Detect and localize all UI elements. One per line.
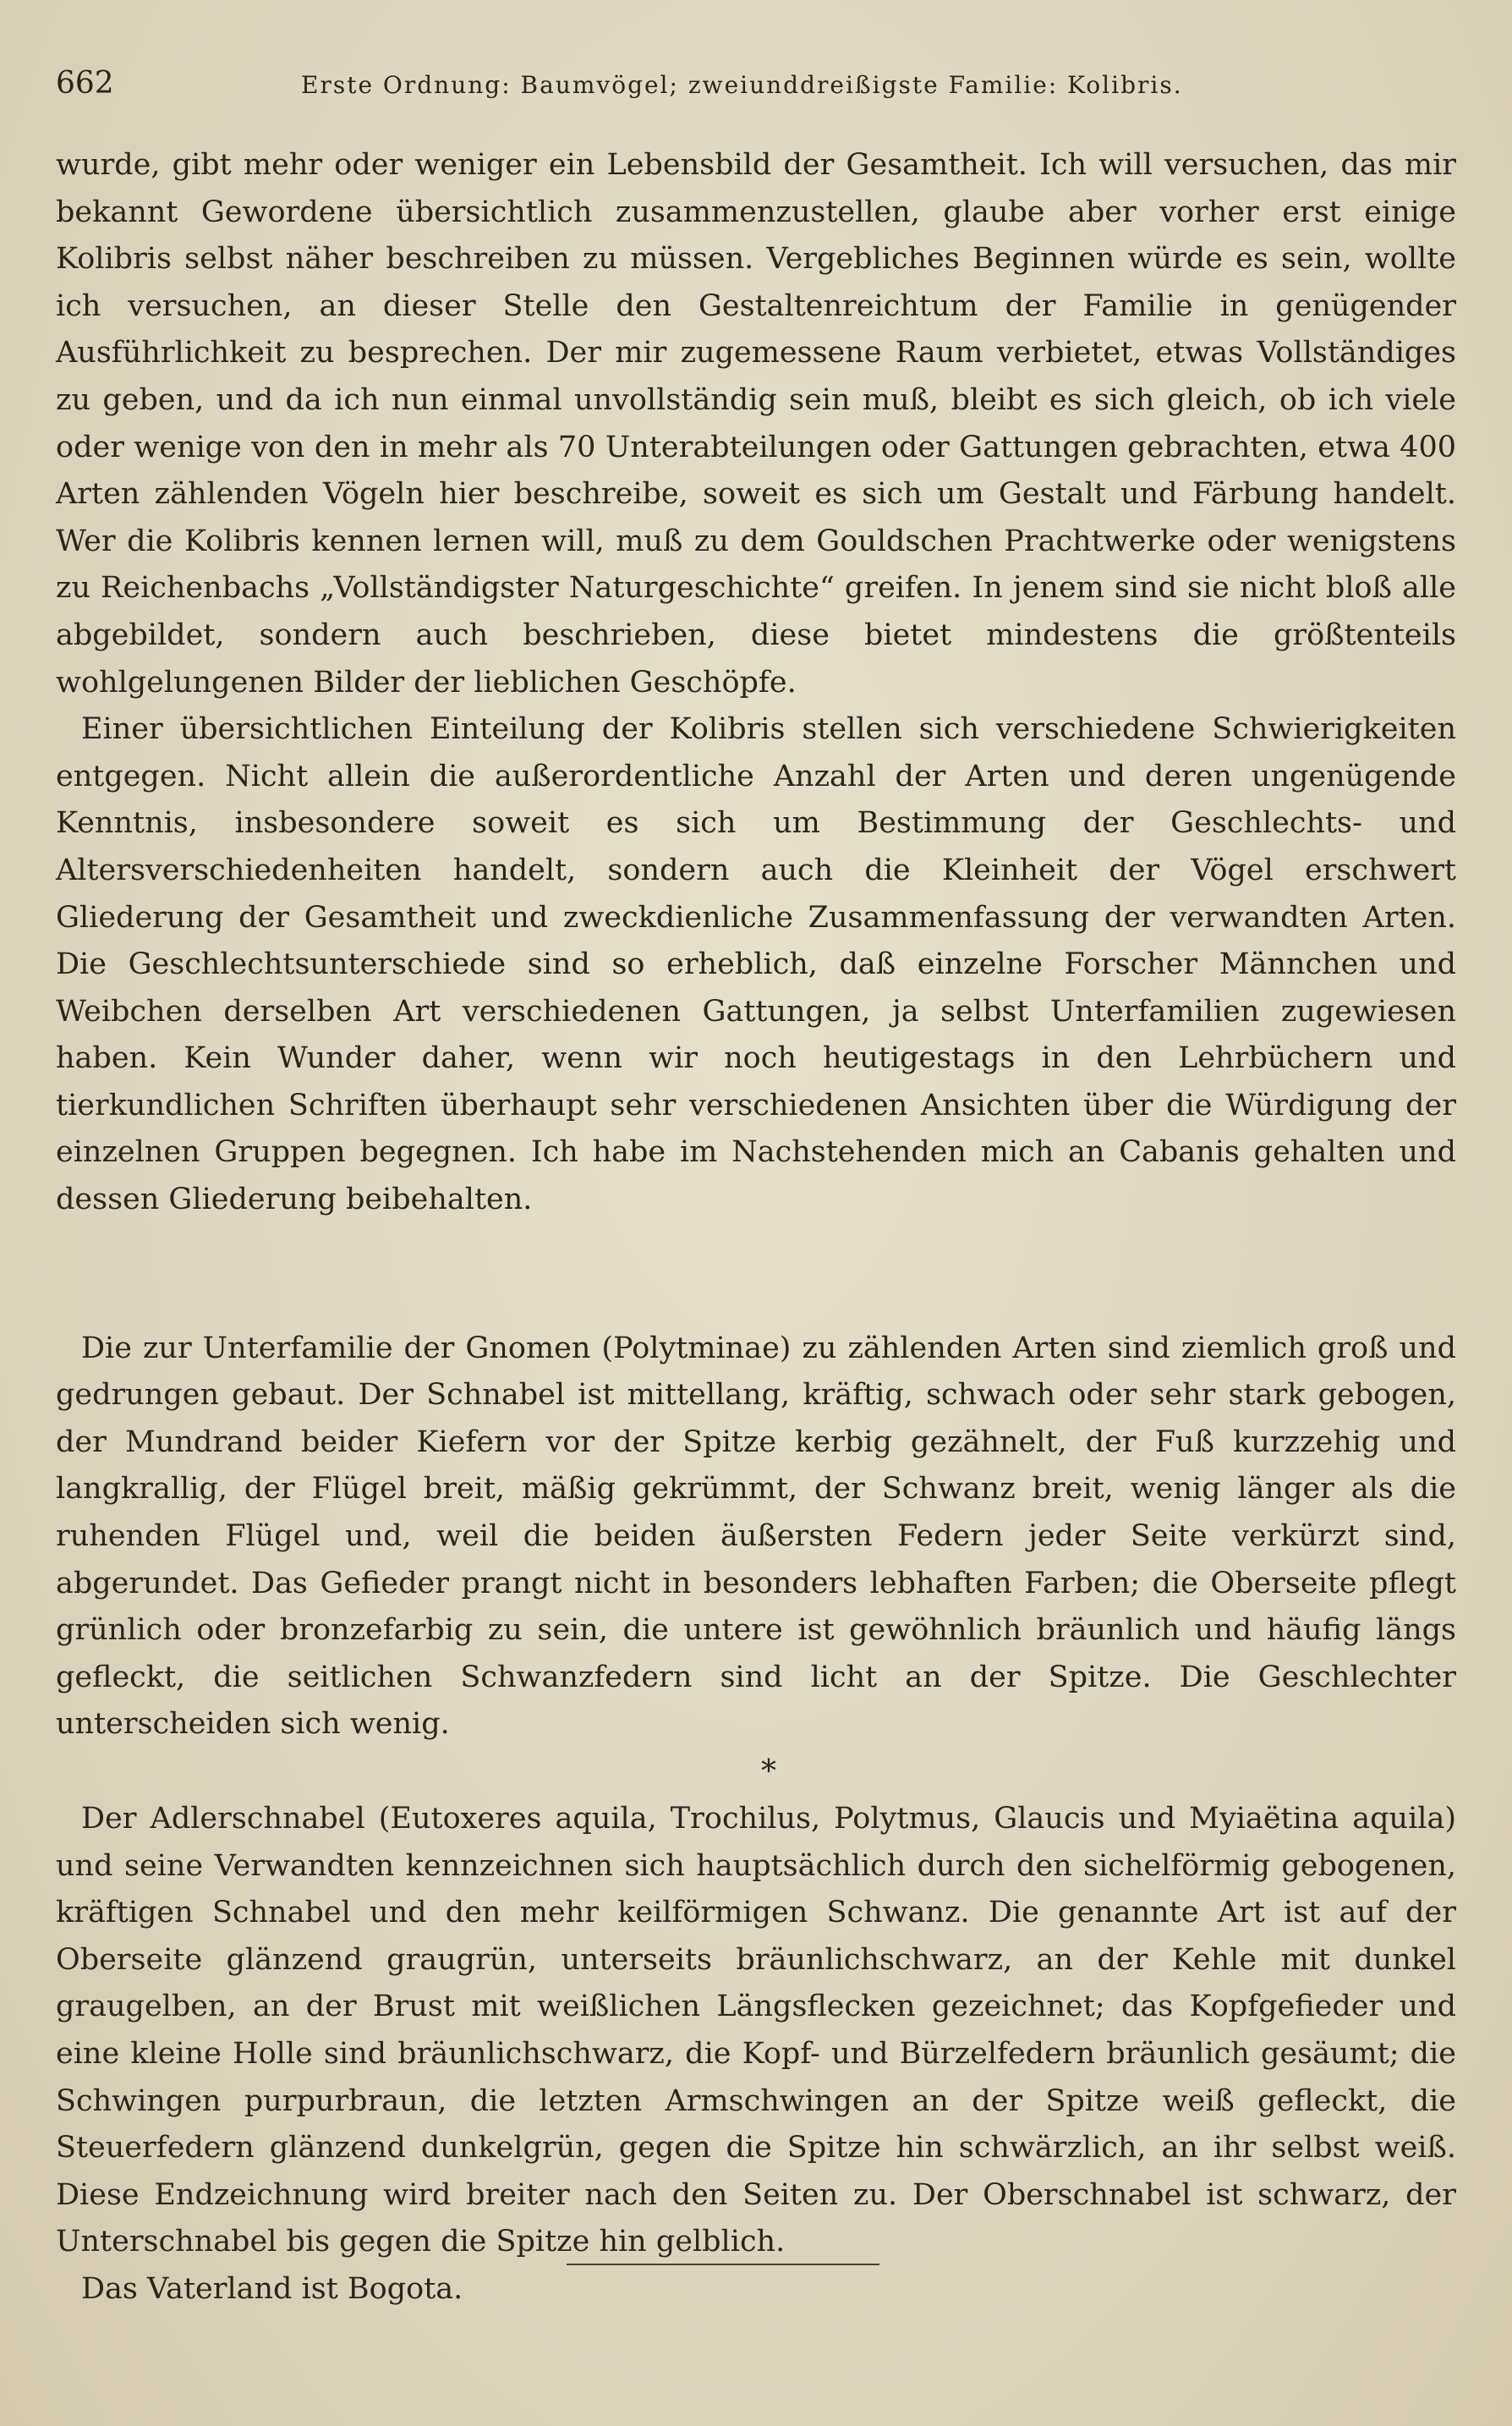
paragraph-vaterland: Das Vaterland ist Bogota. [81, 2271, 463, 2306]
page-number: 662 [56, 66, 114, 101]
running-title: Erste Ordnung: Baumvögel; zweiunddreißigste Familie: Kolibris. [301, 71, 1183, 99]
end-rule-divider [567, 2264, 879, 2265]
paragraph-adlerschnabel: Der Adlerschnabel (Eutoxeres aquila, Trochilus, Polytmus, Glaucis und Myiaëtina aquila) und seine Verwandten kennzeichnen sich hauptsächlich durch den sichelförmig gebogenen, kräftigen Schnabel und den mehr keilförmigen Schwanz. Die genannte Art ist auf der Oberseite glänzend graugrün, unterseits bräunlichschwarz, an der Kehle mit dunkel graugelben, an der Brust mit weißlichen Längsflecken gezeichnet; das Kopfgefieder und eine kleine Holle sind bräunlichschwarz, die Kopf- und Bürzelfedern bräunlich gesäumt; die Schwingen purpurbraun, die letzten Armschwingen an der Spitze weiß gefleckt, die Steuerfedern glänzend dunkelgrün, gegen die Spitze hin schwärzlich, an ihr selbst weiß. Diese Endzeichnung wird breiter nach den Seiten zu. Der Oberschnabel ist schwarz, der Unterschnabel bis gegen die Spitze hin gelblich. [56, 1802, 1456, 2259]
paragraph-gnomen: Die zur Unterfamilie der Gnomen (Polytminae) zu zählenden Arten sind ziemlich groß und gedrungen gebaut. Der Schnabel ist mittellang, kräftig, schwach oder sehr stark gebogen, der Mundrand beider Kiefern vor der Spitze kerbig gezähnelt, der Fuß kurzzehig und langkrallig, der Flügel breit, mäßig gekrümmt, der Schwanz breit, wenig länger als die ruhenden Flügel und, weil die beiden äußersten Federn jeder Seite verkürzt sind, abgerundet. Das Gefieder prangt nicht in besonders lebhaften Farben; die Oberseite pflegt grünlich oder bronzefarbig zu sein, die untere ist gewöhnlich bräunlich und häufig längs gefleckt, die seitlichen Schwanzfedern sind licht an der Spitze. Die Geschlechter unterscheiden sich wenig. [56, 1331, 1456, 1742]
paragraph-intro-continuation: wurde, gibt mehr oder weniger ein Lebensbild der Gesamtheit. Ich will versuchen, das mir bekannt Gewordene übersichtlich zusammenzustellen, glaube aber vorher erst einige Kolibris selbst näher beschreiben zu müssen. Vergebliches Beginnen würde es sein, wollte ich versuchen, an dieser Stelle den Gestaltenreichtum der Familie in genügender Ausführlichkeit zu besprechen. Der mir zugemessene Raum verbietet, etwas Vollständiges zu geben, und da ich nun einmal unvollständig sein muß, bleibt es sich gleich, ob ich viele oder wenige von den in mehr als 70 Unterabteilungen oder Gattungen gebrachten, etwa 400 Arten zählenden Vögeln hier beschreibe, soweit es sich um Gestalt und Färbung handelt. Wer die Kolibris kennen lernen will, muß zu dem Gouldschen Prachtwerke oder wenigstens zu Reichenbachs „Vollständigster Naturgeschichte“ greifen. In jenem sind sie nicht bloß alle abgebildet, sondern auch beschrieben, diese bietet mindestens die größtenteils wohlgelungenen Bilder der lieblichen Geschöpfe. [56, 148, 1456, 700]
paragraph-classification: Einer übersichtlichen Einteilung der Kolibris stellen sich verschiedene Schwierigkeiten entgegen. Nicht allein die außerordentliche Anzahl der Arten und deren ungenügende Kenntnis, insbesondere soweit es sich um Bestimmung der Geschlechts- und Altersverschiedenheiten handelt, sondern auch die Kleinheit der Vögel erschwert Gliederung der Gesamtheit und zweckdienliche Zusammenfassung der verwandten Arten. Die Geschlechtsunterschiede sind so erheblich, daß einzelne Forscher Männchen und Weibchen derselben Art verschiedenen Gattungen, ja selbst Unterfamilien zugewiesen haben. Kein Wunder daher, wenn wir noch heutigestags in den Lehrbüchern und tierkundlichen Schriften überhaupt sehr verschiedenen Ansichten über die Würdigung der einzelnen Gruppen begegnen. Ich habe im Nachstehenden mich an Cabanis gehalten und dessen Gliederung beibehalten. [56, 712, 1456, 1217]
page-header [56, 66, 1460, 117]
page-body [56, 142, 1456, 2313]
section-gap [56, 1224, 1456, 1326]
section-separator-asterisk: * [761, 1754, 776, 1789]
